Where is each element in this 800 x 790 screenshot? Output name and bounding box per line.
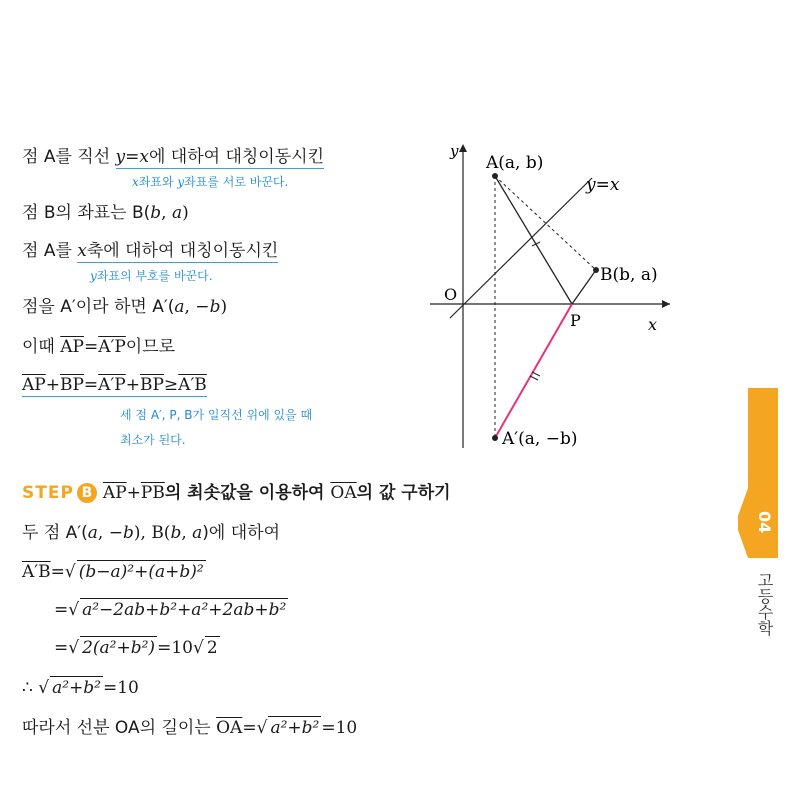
segment: $\overline{BP}$: [59, 375, 84, 395]
segment-a-prime-p: [495, 304, 572, 438]
line-inequality: [22, 374, 207, 396]
text: ,: [161, 203, 172, 223]
text: =: [157, 638, 172, 658]
sol-line-4: =√ 2(a²+b²) =10√ 2: [54, 638, 218, 658]
math: b: [122, 523, 134, 543]
line-y-eq-x: [450, 178, 592, 318]
text: =: [83, 337, 99, 357]
segment: $\overline{OA}$: [330, 483, 357, 503]
text: ≥: [163, 375, 179, 395]
text: 에 대하여 대칭이동시킨: [148, 147, 324, 167]
point-b: [593, 267, 599, 273]
segment: A′B: [22, 562, 51, 582]
side-tab-number: 04: [755, 510, 774, 534]
step-letter-badge: B: [77, 483, 97, 503]
math: b: [209, 297, 221, 317]
label-b: B(b, a): [600, 265, 658, 285]
math: b: [150, 203, 162, 223]
note-collinear-2: 최소가 된다.: [120, 433, 186, 447]
text: =: [242, 718, 257, 738]
text: 점을 A′이라 하면 A′(: [22, 297, 175, 317]
text: )에 대하여: [202, 523, 281, 543]
y-axis-label: y: [450, 142, 459, 160]
math: x: [77, 241, 87, 261]
text: 10: [117, 678, 139, 698]
segment: $\overline{AP}$: [60, 337, 84, 357]
x-axis-label: x: [648, 315, 658, 334]
segment: $\overline{BP}$: [139, 375, 164, 395]
text: =: [83, 375, 99, 395]
text: ): [220, 297, 228, 317]
text: =: [54, 638, 69, 658]
origin-label: O: [444, 285, 458, 304]
segment: $\overline{AP}$: [102, 483, 127, 503]
radicand: a²−2ab+b²+a²+2ab+b²: [82, 600, 287, 620]
text: ,: [181, 523, 193, 543]
note-sign: [90, 268, 213, 284]
text: 좌표를 서로 바꾼다.: [184, 175, 289, 189]
math: y=x: [115, 147, 149, 167]
line-b-coords: [22, 202, 189, 224]
tick-a-prime-p-2: [532, 372, 540, 376]
text: 이므로: [125, 337, 176, 357]
label-p: P: [570, 311, 581, 330]
math: a: [174, 297, 185, 317]
text: 좌표의 부호를 바꾼다.: [96, 269, 213, 283]
therefore-symbol: ∴: [22, 678, 39, 698]
text: ), B(: [133, 523, 171, 543]
text: 10: [335, 718, 358, 738]
text: +: [125, 375, 140, 395]
segment-ap: [495, 176, 572, 304]
label-a-prime: A′(a, −b): [502, 429, 578, 449]
line-label: y=x: [586, 175, 620, 195]
reflection-graph: [420, 138, 680, 458]
text: , −: [184, 297, 210, 317]
line-a-prime: [22, 296, 227, 318]
text: 축에 대하여 대칭이동시킨: [86, 241, 279, 261]
text: =: [50, 562, 65, 582]
text: =: [54, 600, 69, 620]
math: a: [87, 523, 98, 543]
note-collinear-1: 세 점 A′, P, B가 일직선 위에 있을 때: [120, 408, 313, 422]
label-a: A(a, b): [486, 153, 544, 173]
text: 좌표와: [138, 175, 178, 189]
line-1: [22, 146, 324, 168]
step-word: STEP: [22, 483, 74, 503]
text: 10: [171, 638, 193, 658]
side-chapter-text: 고등수학: [755, 572, 774, 636]
text: +: [45, 375, 60, 395]
segment: $\overline{OA}$: [216, 718, 243, 738]
y-axis-arrow: [459, 144, 467, 152]
segment-pb: [572, 270, 596, 304]
text: 의 최솟값을 이용하여: [164, 483, 331, 503]
math: b: [170, 523, 182, 543]
text: 두 점 A′(: [22, 523, 88, 543]
text: 따라서 선분 OA의 길이는: [22, 718, 217, 738]
segment: A′P: [98, 375, 126, 395]
text: =: [321, 718, 336, 738]
text: 점 A를: [22, 241, 78, 261]
radicand: 2(a²+b²): [82, 638, 156, 658]
text: 점 A를 직선: [22, 147, 116, 167]
dashed-ab: [495, 176, 596, 270]
step-b-heading: [22, 478, 451, 503]
text: 이때: [22, 337, 61, 357]
sol-line-6: 따라서 선분 OA의 길이는 $\overline{OA}=√$ a²+b² =10: [22, 718, 358, 738]
radicand: a²+b²: [52, 678, 101, 698]
text: ): [182, 203, 189, 223]
sol-line-3: =√ a²−2ab+b²+a²+2ab+b²: [54, 600, 287, 620]
line-ap-equal: [22, 336, 175, 358]
segment: $\overline{AP}$: [22, 375, 46, 395]
text: +: [126, 483, 141, 503]
math: y: [90, 269, 97, 283]
segment: $\overline{PB}$: [140, 483, 165, 503]
radicand: (b−a)²+(a+b)²: [78, 562, 204, 582]
sol-line-2: A′B=√ (b−a)²+(a+b)²: [22, 562, 204, 582]
text: 의 값 구하기: [356, 483, 451, 503]
tick-a-prime-p-1: [530, 376, 538, 380]
point-a-prime: [492, 435, 498, 441]
text: 점 B의 좌표는 B(: [22, 203, 151, 223]
math: a: [192, 523, 203, 543]
sol-line-1: [22, 522, 280, 544]
segment: A′P: [98, 337, 126, 357]
radicand: 2: [206, 638, 218, 658]
point-a: [492, 173, 498, 179]
radicand: a²+b²: [270, 718, 320, 738]
math: y: [177, 175, 185, 189]
line-x-reflect: [22, 240, 278, 262]
math: x: [132, 175, 139, 189]
text: , −: [97, 523, 123, 543]
segment: A′B: [178, 375, 207, 395]
x-axis-arrow: [662, 300, 670, 308]
sol-line-5: ∴ √ a²+b² =10: [22, 678, 139, 698]
text: =: [102, 678, 118, 698]
math: a: [171, 203, 183, 223]
note-swap: [132, 174, 288, 190]
